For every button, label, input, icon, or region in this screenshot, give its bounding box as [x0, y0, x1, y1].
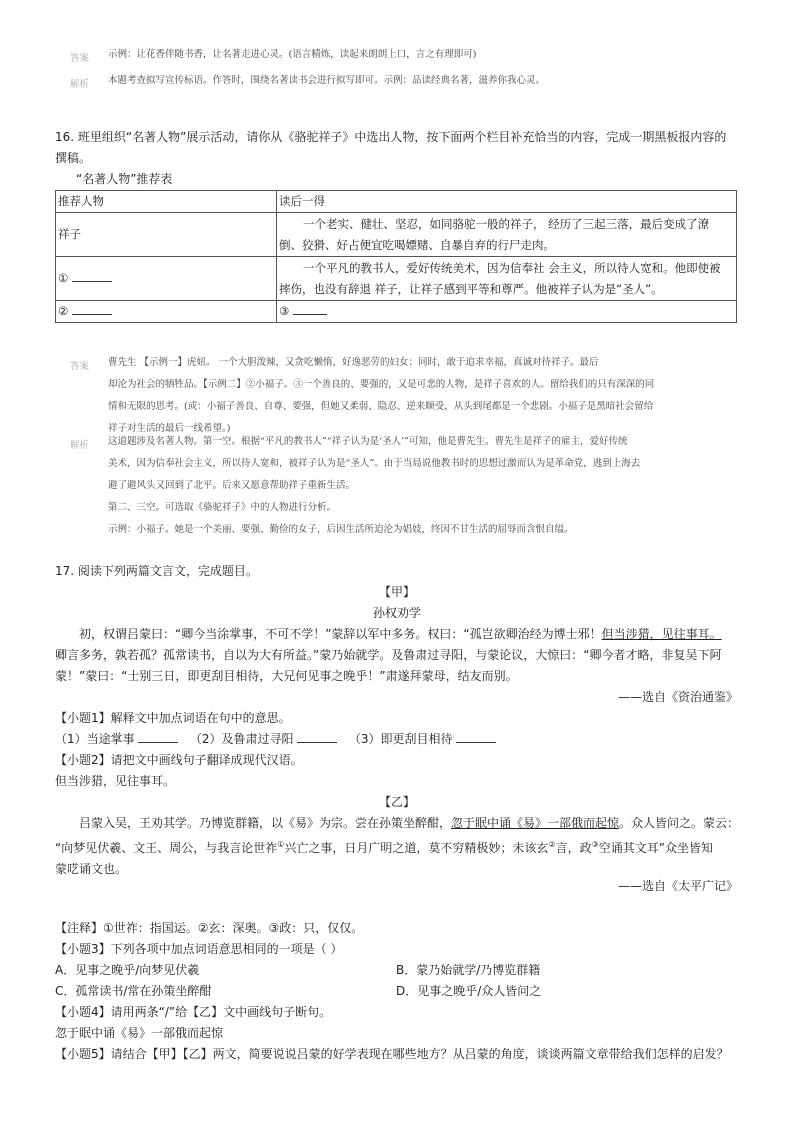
subquestion-4: 【小题4】请用两条“/”给【乙】文中画线句子断句。 — [55, 1005, 332, 1019]
analysis-line: 示例：小福子。她是一个美丽、要强、勤俭的女子，后因生活所迫沦为娼妓，终因不甘生活的屈辱而含恨自缢。 — [108, 524, 574, 535]
table-cell-teacher-notes — [277, 257, 737, 301]
answer-blank — [456, 730, 496, 743]
table-title: “名著人物”推荐表 — [76, 172, 173, 186]
blank-marker: ③ — [279, 304, 290, 318]
q16-stem-line2: 撰稿。 — [55, 151, 92, 165]
option-a[interactable]: A．见事之晚乎/向梦见伏羲 — [55, 963, 200, 977]
table-text-line: 一个平凡的教书人，爱好传统美术，因为信奉社 会主义，所以待人宽和。他即使被 — [303, 260, 721, 275]
subquestion-2: 【小题2】请把文中画线句子翻译成现代汉语。 — [55, 753, 303, 767]
passage-line — [55, 813, 745, 834]
blank-marker: ② — [58, 304, 69, 318]
q17-stem: 17. 阅读下列两篇文言文，完成题目。 — [55, 564, 258, 578]
answer-line: 情和无限的思考。(或：小福子善良、自尊、要强，但她又柔弱、隐忍、逆来顺受，从头到尾都是一个悲剧。小福子是黑暗社会留给 — [108, 401, 654, 412]
option-b[interactable]: B．蒙乃始就学/乃博览群籍 — [396, 963, 541, 977]
answer-blank — [293, 302, 327, 315]
answer-blank — [138, 730, 178, 743]
note-marker: ③ — [591, 840, 599, 849]
q16-stem-line1: 16. 班里组织“名著人物”展示活动，请你从《骆驼祥子》中选出人物，按下面两个栏目补充恰当的内容，完成一期黑板报内容的 — [55, 130, 727, 144]
analysis-label: 解析 — [70, 79, 90, 90]
table-cell-xiangzi: 祥子 — [56, 213, 277, 257]
note-marker: ① — [277, 840, 285, 849]
subquestion-2-sentence: 但当涉猎，见往事耳。 — [55, 774, 176, 788]
passage-line: 蒙呓诵文也。 — [55, 862, 128, 876]
passage-text: 空诵其文耳”众坐皆知 — [598, 841, 713, 855]
table-cell-blank-3 — [277, 301, 737, 323]
table-text-line: 摔伤，也没有辞退 祥子，让祥子感到平等和尊严。他被祥子认为是“圣人”。 — [279, 281, 663, 296]
analysis-line: 美术，因为信奉社会主义，所以待人宽和，被祥子认为是“圣人”。由于当局说他教书时的思想过激而认为是革命党，逃到上海去 — [108, 458, 641, 469]
passage-jia-marker: 【甲】 — [378, 585, 415, 599]
passage-text: 。众人皆问之。蒙云： — [619, 816, 740, 830]
q16-answer — [108, 352, 654, 440]
annotation-note: 【注释】①世祚：指国运。②玄：深奥。③政：只，仅仅。 — [55, 921, 364, 935]
passage-line: 蒙！”蒙曰：“士别三日，即更刮目相待，大兄何见事之晚乎！”肃遂拜蒙母，结友而别。 — [55, 669, 518, 683]
passage-text: 吕蒙入吴，王劝其学。乃博览群籍，以《易》为宗。尝在孙策坐醉酣， — [79, 816, 452, 830]
underlined-sentence: 但当涉猎，见往事耳。 — [601, 627, 722, 641]
q16-analysis — [108, 431, 640, 541]
passage-line — [55, 834, 745, 859]
table-text-line: 倒、狡猾、好占便宜吃喝嫖赌、自暴自弃的行尸走肉。 — [279, 237, 555, 252]
answer-line: 却沦为社会的牺牲品。【示例二】②小福子。③一个善良的、要强的，又是可悲的人物，是祥子喜欢的人。留给我们的只有深深的同 — [108, 379, 655, 390]
passage-line: 卿言多务，孰若孤？孤常读书，自以为大有所益。”蒙乃始就学。及鲁肃过寻阳，与蒙论议，大惊曰：“卿今者才略，非复吴下阿 — [55, 648, 722, 662]
analysis-line: 这道题涉及名著人物。第一空。根据“平凡的教书人”“祥子认为是‘圣人’”可知，他是曹先生。曹先生是祥子的雇主，爱好传统 — [108, 436, 628, 447]
passage-text: 初，权谓吕蒙曰：“卿今当涂掌事，不可不学！”蒙辞以军中多务。权曰：“孤岂欲卿治经为博士邪！ — [79, 627, 602, 641]
q15-analysis: 本题考查拟写宣传标语。作答时，围绕名著读书会进行拟写即可。示例：品读经典名著，滋养你我心灵。 — [108, 75, 546, 86]
yi-source: ——选自《太平广记》 — [617, 879, 738, 893]
passage-text: 兴亡之事，日月广明之道，莫不穷精极妙；未该玄 — [284, 841, 549, 855]
table-text-line: 一个老实、健壮、坚忍，如同骆驼一般的祥子， 经历了三起三落，最后变成了潦 — [303, 216, 710, 231]
note-marker: ② — [548, 840, 556, 849]
answer-blank — [72, 269, 112, 282]
item-3: （3）即更刮目相待 — [348, 732, 453, 746]
table-header-reading: 读后一得 — [277, 191, 737, 213]
table-cell-blank-1 — [56, 257, 277, 301]
passage-line — [55, 624, 745, 645]
subquestion-5: 【小题5】请结合【甲】【乙】两文，简要说说吕蒙的好学表现在哪些地方？从吕蒙的角度，谈谈两篇文章带给我们怎样的启发？ — [55, 1047, 729, 1061]
q15-answer: 示例：让花香伴随书香，让名著走进心灵。(语言精炼，读起来朗朗上口，言之有理即可) — [108, 49, 477, 60]
passage-yi-marker: 【乙】 — [378, 795, 415, 809]
blank-marker: ① — [58, 271, 69, 285]
passage-yi-text — [55, 813, 745, 880]
table-cell-blank-2 — [56, 301, 277, 323]
recommendation-table — [55, 190, 737, 323]
table-header-person: 推荐人物 — [56, 191, 277, 213]
subquestion-3: 【小题3】下列各项中加点词语意思相同的一项是（ ） — [55, 942, 343, 956]
item-2: （2）及鲁肃过寻阳 — [189, 732, 294, 746]
answer-blank — [72, 302, 112, 315]
jia-source: ——选自《资治通鉴》 — [617, 690, 738, 704]
analysis-label: 解析 — [70, 440, 90, 451]
option-c[interactable]: C．孤常读书/常在孙策坐醉酣 — [55, 984, 212, 998]
analysis-line: 第二、三空。可选取《骆驼祥子》中的人物进行分析。 — [108, 502, 337, 513]
subquestion-1: 【小题1】解释文中加点词语在句中的意思。 — [55, 711, 291, 725]
passage-jia-text — [55, 624, 745, 687]
subquestion-1-items — [55, 729, 496, 750]
analysis-line: 避了避风头又回到了北平。后来又愿意帮助祥子重新生活。 — [108, 480, 356, 491]
answer-label: 答案 — [70, 53, 90, 64]
answer-label: 答案 — [70, 361, 90, 372]
subquestion-4-sentence: 忽于眠中诵《易》一部俄而起惊 — [55, 1026, 224, 1040]
option-d[interactable]: D．见事之晚乎/众人皆问之 — [396, 984, 542, 998]
passage-text: 言，政 — [555, 841, 592, 855]
answer-line: 祥子对生活的最后一线希望。) — [108, 423, 231, 434]
table-cell-xiangzi-notes — [277, 213, 737, 257]
passage-text: “向梦见伏羲、文王、周公，与我言论世祚 — [55, 841, 278, 855]
answer-line: 曹先生 【示例一】虎妞。 一个大胆泼辣，又贪吃懒惰，好逸恶劳的妇女；同时，敢于追求幸福，真诚对待祥子。最后 — [108, 357, 599, 368]
underlined-sentence: 忽于眠中诵《易》一部俄而起惊 — [451, 816, 620, 830]
item-1: （1）当途掌事 — [55, 732, 135, 746]
passage-jia-title: 孙权劝学 — [372, 606, 421, 620]
answer-blank — [297, 730, 337, 743]
